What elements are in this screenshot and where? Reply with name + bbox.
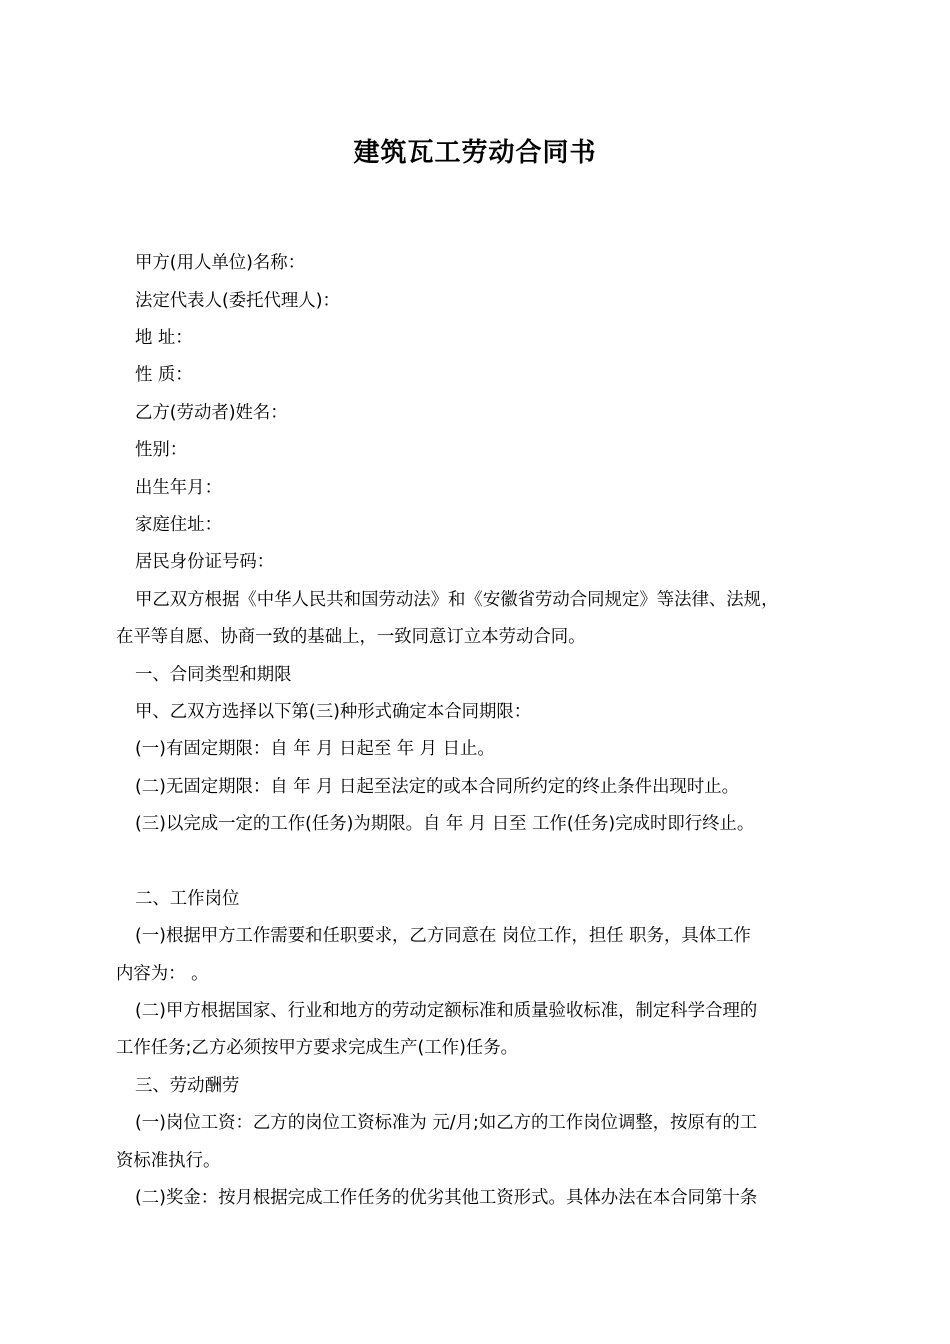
paragraph-line: (一)有固定期限：自 年 月 日起至 年 月 日止。 — [135, 739, 495, 759]
legal-representative-field: 法定代表人(委托代理人)： — [135, 291, 340, 311]
employer-name-field: 甲方(用人单位)名称： — [135, 253, 306, 273]
employee-id-number-field: 居民身份证号码： — [135, 552, 275, 572]
paragraph-line: (一)岗位工资：乙方的岗位工资标准为 元/月;如乙方的工作岗位调整，按原有的工 — [135, 1113, 758, 1133]
paragraph-line: 资标准执行。 — [116, 1151, 221, 1171]
employee-name-field: 乙方(劳动者)姓名： — [135, 403, 288, 423]
section-heading-job-position: 二、工作岗位 — [135, 889, 240, 909]
employee-address-field: 家庭住址： — [135, 515, 222, 535]
employer-nature-field: 性 质： — [135, 365, 193, 385]
paragraph-line: (一)根据甲方工作需要和任职要求，乙方同意在 岗位工作，担任 职务，具体工作 — [135, 926, 751, 946]
paragraph-line: (二)无固定期限：自 年 月 日起至法定的或本合同所约定的终止条件出现时止。 — [135, 777, 740, 797]
paragraph-line: 内容为： 。 — [116, 964, 209, 984]
preamble-line-2: 在平等自愿、协商一致的基础上，一致同意订立本劳动合同。 — [116, 627, 586, 647]
paragraph-line: (二)甲方根据国家、行业和地方的劳动定额标准和质量验收标准，制定科学合理的 — [135, 1001, 758, 1021]
employee-gender-field: 性别： — [135, 440, 188, 460]
section-heading-contract-term: 一、合同类型和期限 — [135, 665, 292, 685]
paragraph-line: (二)奖金：按月根据完成工作任务的优劣其他工资形式。具体办法在本合同第十条 — [135, 1188, 758, 1208]
preamble-line-1: 甲乙双方根据《中华人民共和国劳动法》和《安徽省劳动合同规定》等法律、法规， — [135, 590, 779, 610]
employee-birthdate-field: 出生年月： — [135, 478, 222, 498]
section-heading-remuneration: 三、劳动酬劳 — [135, 1076, 240, 1096]
paragraph-line: (三)以完成一定的工作(任务)为期限。自 年 月 日至 工作(任务)完成时即行终止。 — [135, 814, 755, 834]
employer-address-field: 地 址： — [135, 328, 193, 348]
paragraph-line: 工作任务;乙方必须按甲方要求完成生产(工作)任务。 — [116, 1038, 519, 1058]
document-title: 建筑瓦工劳动合同书 — [353, 138, 597, 168]
paragraph-line: 甲、乙双方选择以下第(三)种形式确定本合同期限： — [135, 702, 532, 722]
